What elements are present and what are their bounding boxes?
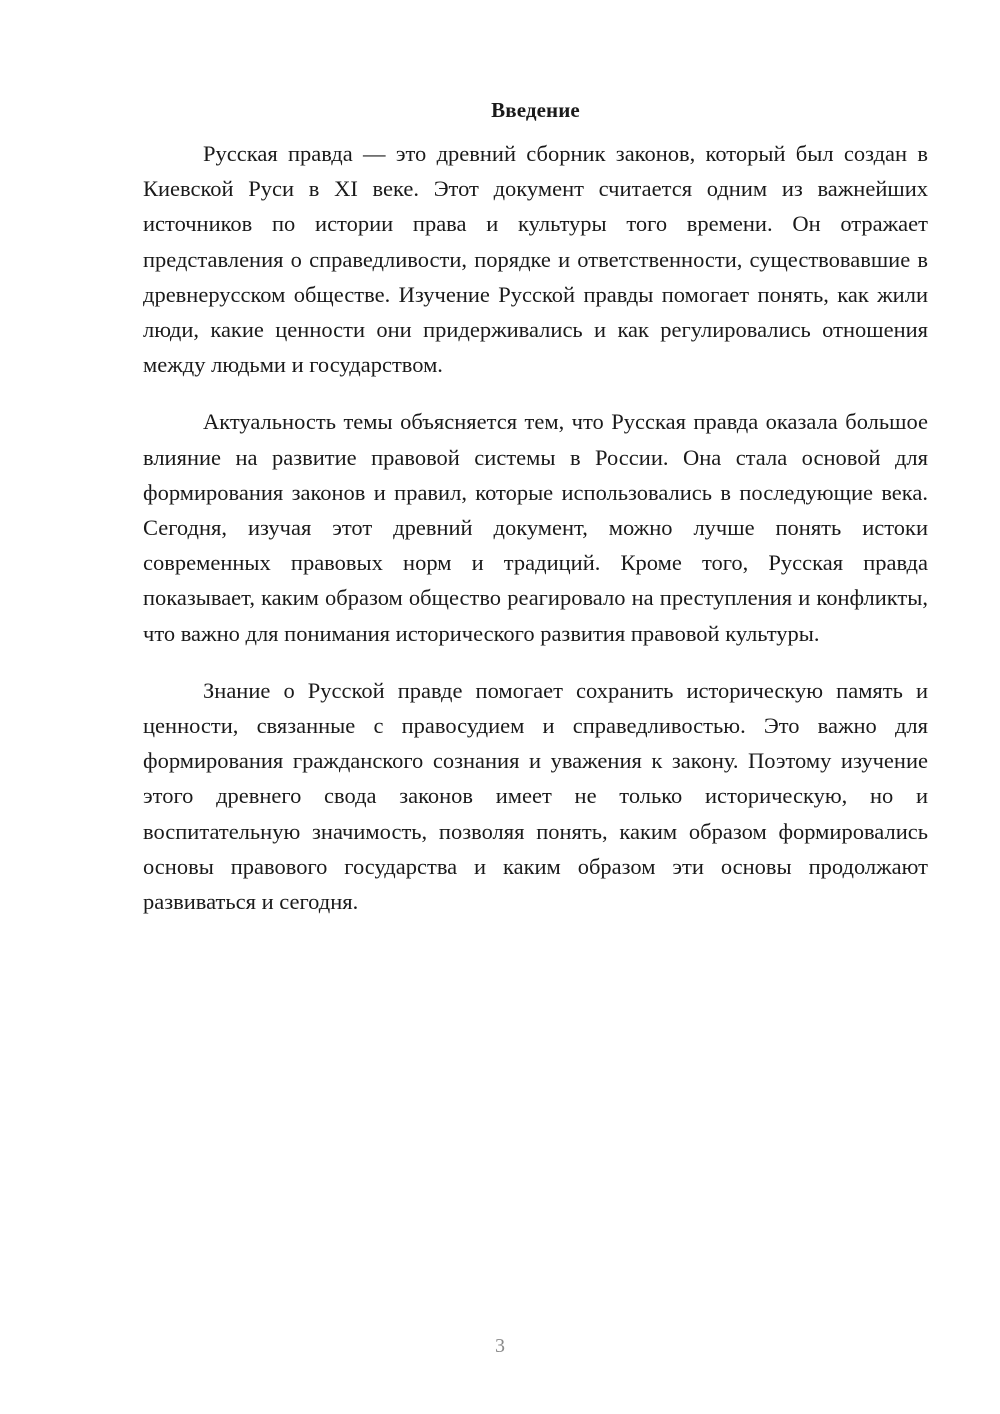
paragraph-1: Русская правда — это древний сборник законов, который был создан в Киевской Руси в XI веке. Этот документ считается одним из важнейших источников по истории права и культуры того времени. Он отражает представления о справедливости, порядке и ответственности, существовавшие в древнерусском обществе. Изучение Русской правды помогает понять, как жили люди, какие ценности они придерживались и как регулировались отношения между людьми и государством. xyxy=(143,141,928,378)
paragraph-2: Актуальность темы объясняется тем, что Русская правда оказала большое влияние на развитие правовой системы в России. Она стала основой для формирования законов и правил, которые использовались в последующие века. Сегодня, изучая этот древний документ, можно лучше понять истоки современных правовых норм и традиций. Кроме того, Русская правда показывает, каким образом общество реагировало на преступления и конфликты, что важно для понимания исторического развития правовой культуры. xyxy=(143,409,928,646)
page-content xyxy=(143,94,928,941)
page-number: 3 xyxy=(495,1335,505,1357)
section-heading: Введение xyxy=(491,98,580,122)
paragraph-3: Знание о Русской правде помогает сохранить историческую память и ценности, связанные с правосудием и справедливостью. Это важно для формирования гражданского сознания и уважения к закону. Поэтому изучение этого древнего свода законов имеет не только историческую, но и воспитательную значимость, позволяя понять, каким образом формировались основы правового государства и каким образом эти основы продолжают развиваться и сегодня. xyxy=(143,677,928,915)
